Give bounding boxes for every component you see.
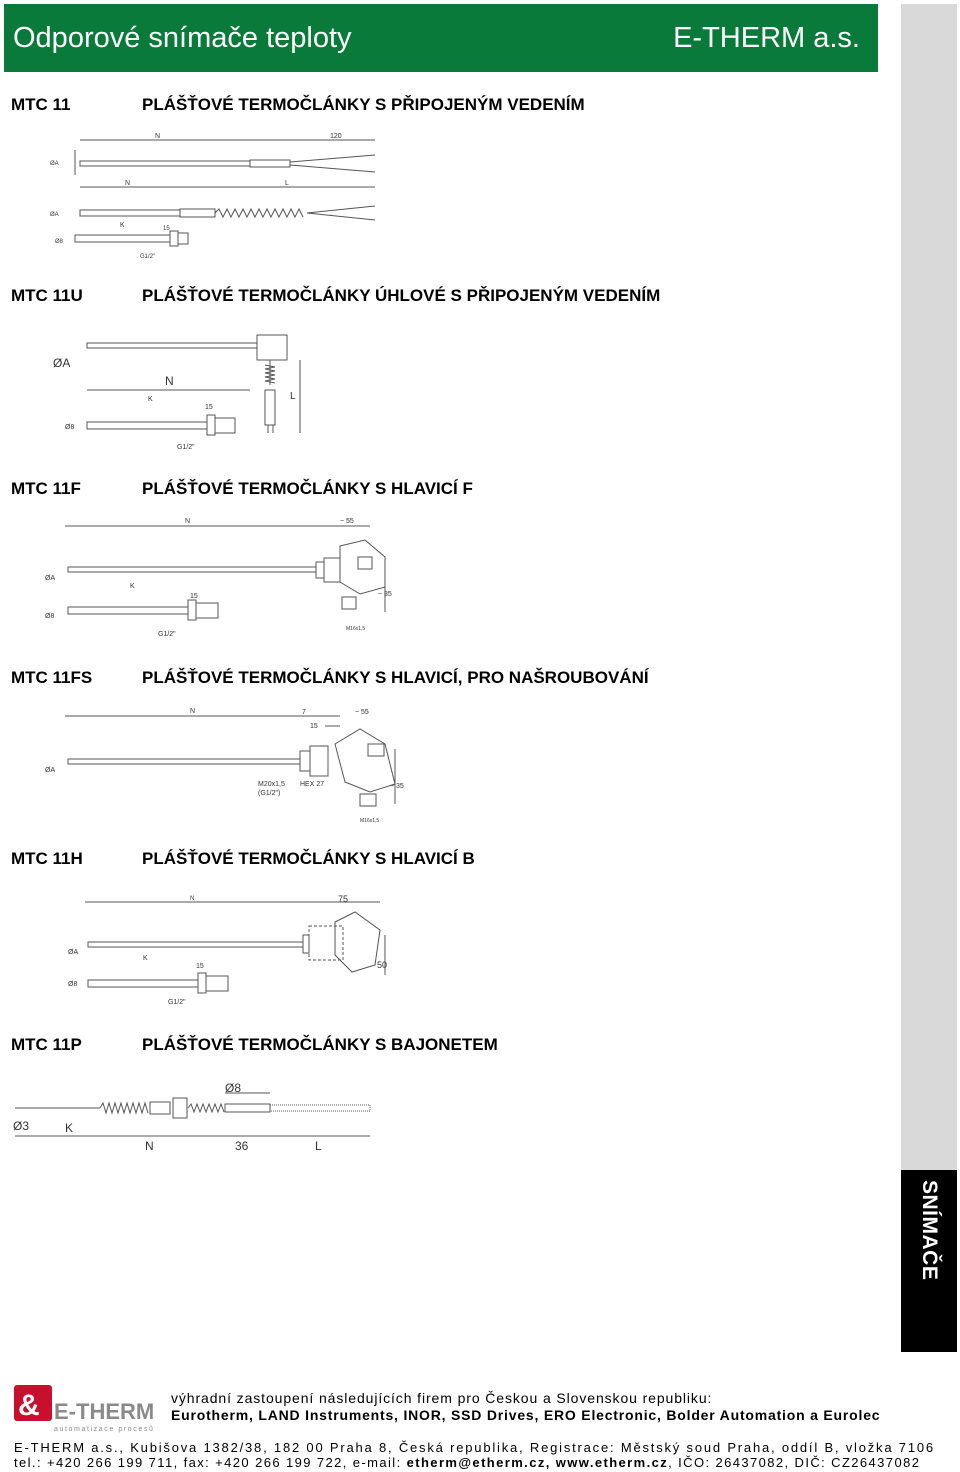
- product-code: MTC 11FS: [11, 668, 93, 687]
- footer-sep: ,: [545, 1455, 556, 1470]
- dim-label: 15: [196, 963, 204, 970]
- dim-label: L: [290, 391, 296, 402]
- product-description: PLÁŠŤOVÉ TERMOČLÁNKY S HLAVICÍ, PRO NAŠROUBOVÁNÍ: [142, 668, 649, 687]
- product-description: PLÁŠŤOVÉ TERMOČLÁNKY S HLAVICÍ B: [142, 849, 475, 868]
- dim-label: N: [190, 708, 196, 715]
- dim-label: N: [185, 518, 191, 525]
- dim-label: M16x1,5: [346, 626, 366, 632]
- product-code: MTC 11H: [11, 849, 83, 868]
- dim-label: ØA: [50, 161, 59, 167]
- product-description: PLÁŠŤOVÉ TERMOČLÁNKY S BAJONETEM: [142, 1035, 498, 1054]
- dim-label: ~ 35: [378, 591, 392, 598]
- footer-address: E-THERM a.s., Kubišova 1382/38, 182 00 Praha 8, Česká republika, Registrace: Městský soud Praha, oddíl B, vložka 7106: [14, 1440, 935, 1455]
- drawing-mtc11f: [40, 512, 400, 637]
- footer-brands: Eurotherm, LAND Instruments, INOR, SSD Drives, ERO Electronic, Bolder Automation a Eurolec: [171, 1407, 881, 1423]
- dim-label: L: [285, 180, 289, 187]
- dim-label: N: [165, 374, 174, 388]
- dim-label: G1/2": [140, 254, 156, 260]
- product-description: PLÁŠŤOVÉ TERMOČLÁNKY S PŘIPOJENÝM VEDENÍM: [142, 95, 585, 114]
- drawing-mtc11u: [45, 325, 335, 455]
- dim-label: L: [315, 1139, 322, 1153]
- dim-label: 15: [205, 404, 213, 411]
- dim-label: Ø8: [55, 239, 64, 245]
- dim-label: ~ 55: [340, 518, 354, 525]
- dim-label: ØA: [68, 949, 79, 956]
- footer-contact-prefix: tel.: +420 266 199 711, fax: +420 266 199 722, e-mail:: [14, 1455, 407, 1470]
- dim-label: Ø3: [13, 1119, 30, 1133]
- dim-label: G1/2": [168, 999, 186, 1006]
- logo-text: E-THERM: [54, 1399, 155, 1424]
- page-title: Odporové snímače teploty: [13, 21, 352, 54]
- dim-label: K: [130, 583, 135, 590]
- product-code: MTC 11P: [11, 1035, 82, 1054]
- dim-label: Ø8: [45, 613, 55, 620]
- dim-label: Ø8: [65, 424, 75, 431]
- drawing-mtc11p: [10, 1078, 390, 1158]
- dim-label: ~ 35: [390, 783, 404, 790]
- dim-label: ØA: [53, 356, 71, 370]
- dim-label: N: [155, 133, 161, 140]
- dim-label: 75: [338, 894, 349, 904]
- product-code: MTC 11U: [11, 286, 83, 305]
- dim-label: 36: [235, 1139, 249, 1153]
- footer-contact: [14, 1455, 920, 1470]
- dim-label: HEX 27: [300, 781, 325, 788]
- dim-label: K: [143, 955, 148, 962]
- dim-label: 7: [302, 709, 306, 716]
- section-tab-label: SNÍMAČE: [918, 1180, 941, 1281]
- product-description: PLÁŠŤOVÉ TERMOČLÁNKY ÚHLOVÉ S PŘIPOJENÝM VEDENÍM: [142, 286, 661, 305]
- side-strip: [901, 4, 957, 1170]
- dim-label: N: [145, 1139, 154, 1153]
- section-tab: [901, 1170, 957, 1352]
- product-description: PLÁŠŤOVÉ TERMOČLÁNKY S HLAVICÍ F: [142, 479, 473, 498]
- dim-label: K: [120, 222, 125, 229]
- footer-representation: výhradní zastoupení následujících firem pro Českou a Slovenskou republiku:: [171, 1390, 713, 1406]
- dim-label: 15: [310, 723, 318, 730]
- drawing-mtc11fs: [40, 704, 420, 829]
- page-header: [4, 4, 878, 72]
- dim-label: (G1/2"): [258, 790, 281, 797]
- footer-ids: , IČO: 26437082, DIČ: CZ26437082: [668, 1455, 921, 1470]
- dim-label: ~ 55: [355, 709, 369, 716]
- company-name: E-THERM a.s.: [673, 21, 860, 54]
- dim-label: N: [125, 180, 131, 187]
- email-link[interactable]: etherm@etherm.cz: [406, 1455, 546, 1470]
- dim-label: K: [148, 396, 153, 403]
- dim-label: G1/2": [158, 631, 176, 637]
- dim-label: Ø8: [225, 1081, 242, 1095]
- dim-label: Ø8: [68, 981, 78, 988]
- dim-label: K: [65, 1121, 74, 1135]
- dim-label: N: [190, 896, 195, 902]
- company-logo: [14, 1385, 160, 1433]
- dim-label: ØA: [45, 575, 56, 582]
- web-link[interactable]: www.etherm.cz: [555, 1455, 669, 1470]
- drawing-mtc11h: [40, 890, 400, 1010]
- dim-label: M20x1,5: [258, 781, 285, 788]
- logo-subtext: automatizace procesů: [54, 1426, 155, 1433]
- dim-label: 120: [330, 133, 342, 140]
- product-code: MTC 11F: [11, 479, 81, 498]
- drawing-mtc11: [45, 130, 395, 265]
- dim-label: 15: [163, 226, 170, 232]
- product-code: MTC 11: [11, 95, 71, 114]
- dim-label: ØA: [45, 767, 56, 774]
- svg-text:&: &: [18, 1389, 40, 1422]
- dim-label: M16x1,5: [360, 818, 380, 824]
- dim-label: G1/2": [177, 444, 195, 451]
- dim-label: 15: [190, 593, 198, 600]
- dim-label: 50: [377, 960, 388, 970]
- dim-label: ØA: [50, 212, 59, 218]
